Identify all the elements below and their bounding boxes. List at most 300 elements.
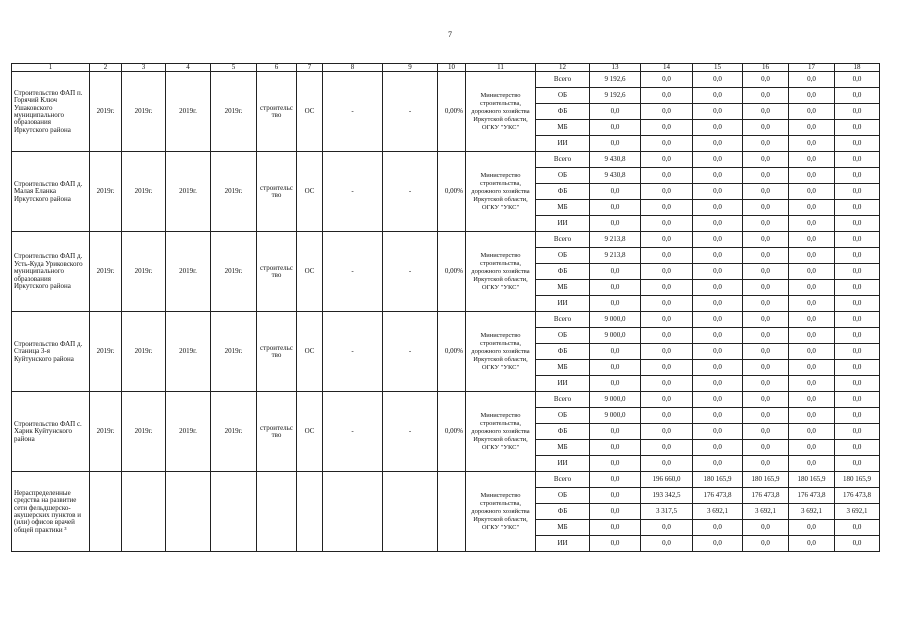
funding-value: 0,0 [789,440,835,456]
funding-value: 0,0 [693,440,743,456]
project-c4: 2019г. [166,232,211,312]
funding-value: 9 000,0 [590,392,641,408]
funding-source: ОБ [536,248,590,264]
funding-source: МБ [536,200,590,216]
funding-value: 0,0 [743,440,789,456]
table-row [12,152,880,168]
funding-value: 0,0 [743,168,789,184]
project-c4: 2019г. [166,392,211,472]
funding-value: 0,0 [743,520,789,536]
funding-value: 176 473,8 [789,488,835,504]
funding-value: 0,0 [641,360,693,376]
funding-source: МБ [536,360,590,376]
funding-value: 0,0 [590,536,641,552]
funding-value: 0,0 [641,408,693,424]
responsible-executor: Министерство строительства, дорожного хозяйства Иркутской области, ОГКУ "УКС" [466,392,536,472]
funding-value: 0,0 [789,88,835,104]
project-c8: - [323,72,383,152]
project-c3: 2019г. [122,392,166,472]
funding-value: 0,0 [590,264,641,280]
funding-source: Всего [536,232,590,248]
project-c9 [383,472,438,552]
column-number: 5 [211,64,257,72]
project-c3: 2019г. [122,312,166,392]
funding-source: МБ [536,520,590,536]
funding-value: 0,0 [693,104,743,120]
funding-value: 0,0 [590,184,641,200]
funding-source: МБ [536,440,590,456]
project-c6 [257,472,297,552]
funding-value: 0,0 [789,520,835,536]
funding-value: 0,0 [641,440,693,456]
funding-value: 176 473,8 [835,488,880,504]
column-number: 1 [12,64,90,72]
funding-value: 0,0 [590,456,641,472]
funding-value: 0,0 [641,312,693,328]
funding-value: 0,0 [641,152,693,168]
project-c10: 0,00% [438,152,466,232]
column-number: 10 [438,64,466,72]
funding-source: ФБ [536,504,590,520]
funding-value: 0,0 [743,232,789,248]
column-number: 7 [297,64,323,72]
funding-value: 0,0 [641,376,693,392]
project-c8 [323,472,383,552]
project-c3: 2019г. [122,232,166,312]
project-c2: 2019г. [90,232,122,312]
project-c4: 2019г. [166,72,211,152]
funding-value: 0,0 [835,456,880,472]
funding-value: 0,0 [641,392,693,408]
funding-value: 0,0 [835,120,880,136]
table-row [12,232,880,248]
funding-value: 0,0 [743,120,789,136]
funding-value: 0,0 [789,104,835,120]
funding-value: 0,0 [590,520,641,536]
funding-value: 0,0 [789,136,835,152]
column-number: 2 [90,64,122,72]
project-c10: 0,00% [438,312,466,392]
project-c6: строительс тво [257,312,297,392]
funding-value: 0,0 [641,184,693,200]
funding-value: 0,0 [743,88,789,104]
funding-value: 0,0 [743,248,789,264]
funding-value: 0,0 [693,520,743,536]
funding-value: 0,0 [835,232,880,248]
funding-value: 0,0 [743,536,789,552]
funding-value: 0,0 [641,536,693,552]
table-row [12,392,880,408]
funding-value: 0,0 [693,200,743,216]
funding-value: 0,0 [743,376,789,392]
funding-value: 0,0 [641,120,693,136]
funding-value: 0,0 [789,72,835,88]
funding-value: 0,0 [693,264,743,280]
funding-value: 0,0 [590,296,641,312]
funding-value: 0,0 [789,360,835,376]
funding-value: 0,0 [590,280,641,296]
column-number: 4 [166,64,211,72]
project-c6: строительс тво [257,232,297,312]
funding-value: 0,0 [835,184,880,200]
funding-value: 0,0 [835,296,880,312]
funding-value: 0,0 [641,216,693,232]
funding-value: 0,0 [743,136,789,152]
project-c9: - [383,72,438,152]
funding-value: 0,0 [835,216,880,232]
funding-value: 3 317,5 [641,504,693,520]
funding-value: 0,0 [743,424,789,440]
funding-value: 0,0 [641,456,693,472]
funding-value: 196 660,0 [641,472,693,488]
funding-source: ФБ [536,104,590,120]
funding-value: 9 192,6 [590,88,641,104]
project-c9: - [383,312,438,392]
project-name: Строительство ФАП д. Усть-Куда Уриковского муниципального образования Иркутского района [12,232,90,312]
funding-value: 0,0 [590,216,641,232]
project-c2: 2019г. [90,312,122,392]
funding-source: ИИ [536,456,590,472]
column-number: 9 [383,64,438,72]
funding-value: 0,0 [789,200,835,216]
funding-source: ОБ [536,328,590,344]
project-c7: ОС [297,72,323,152]
funding-value: 0,0 [693,72,743,88]
funding-value: 9 430,8 [590,168,641,184]
funding-value: 0,0 [693,184,743,200]
funding-value: 0,0 [693,424,743,440]
funding-value: 0,0 [743,280,789,296]
funding-value: 0,0 [743,72,789,88]
funding-value: 0,0 [789,216,835,232]
project-c8: - [323,152,383,232]
funding-value: 0,0 [641,296,693,312]
table-row [12,312,880,328]
project-c3: 2019г. [122,152,166,232]
funding-value: 0,0 [641,344,693,360]
funding-value: 0,0 [835,200,880,216]
funding-value: 0,0 [590,104,641,120]
funding-value: 0,0 [641,136,693,152]
funding-value: 3 692,1 [743,504,789,520]
funding-value: 0,0 [789,456,835,472]
project-c7: ОС [297,152,323,232]
funding-value: 3 692,1 [693,504,743,520]
project-c5: 2019г. [211,72,257,152]
funding-value: 0,0 [789,424,835,440]
funding-value: 0,0 [590,344,641,360]
funding-value: 0,0 [590,504,641,520]
funding-value: 0,0 [789,280,835,296]
funding-value: 0,0 [641,248,693,264]
funding-value: 176 473,8 [743,488,789,504]
project-c5: 2019г. [211,312,257,392]
funding-value: 0,0 [693,328,743,344]
funding-value: 0,0 [693,232,743,248]
funding-value: 0,0 [835,536,880,552]
funding-value: 0,0 [789,392,835,408]
funding-value: 0,0 [835,312,880,328]
project-c10: 0,00% [438,232,466,312]
funding-value: 0,0 [743,296,789,312]
funding-value: 0,0 [835,136,880,152]
project-c9: - [383,232,438,312]
funding-value: 0,0 [835,328,880,344]
funding-value: 0,0 [590,472,641,488]
project-c7: ОС [297,232,323,312]
funding-value: 0,0 [835,168,880,184]
funding-value: 9 000,0 [590,328,641,344]
funding-value: 0,0 [693,376,743,392]
project-c10: 0,00% [438,72,466,152]
funding-source: ФБ [536,344,590,360]
project-c8: - [323,312,383,392]
funding-value: 0,0 [835,392,880,408]
project-name: Строительство ФАП д. Малая Еланка Иркутского района [12,152,90,232]
project-c10: 0,00% [438,392,466,472]
funding-value: 0,0 [789,344,835,360]
column-number: 6 [257,64,297,72]
project-c2: 2019г. [90,72,122,152]
funding-value: 0,0 [789,232,835,248]
funding-source: ИИ [536,216,590,232]
funding-value: 0,0 [789,312,835,328]
funding-value: 0,0 [693,312,743,328]
project-name: Нераспределенные средства на развитие сети фельдшерско-акушерских пунктов и (или) офисов врачей общей практики ³ [12,472,90,552]
funding-value: 0,0 [743,312,789,328]
funding-value: 0,0 [835,88,880,104]
project-c5: 2019г. [211,392,257,472]
investment-program-table [11,63,880,552]
funding-value: 0,0 [641,232,693,248]
project-c6: строительс тво [257,72,297,152]
funding-value: 0,0 [590,376,641,392]
funding-value: 0,0 [693,392,743,408]
project-c8: - [323,232,383,312]
funding-value: 0,0 [789,152,835,168]
funding-value: 0,0 [590,360,641,376]
responsible-executor: Министерство строительства, дорожного хозяйства Иркутской области, ОГКУ "УКС" [466,312,536,392]
funding-value: 0,0 [835,104,880,120]
project-c5 [211,472,257,552]
column-number: 16 [743,64,789,72]
funding-value: 0,0 [743,328,789,344]
project-c4: 2019г. [166,152,211,232]
funding-value: 0,0 [743,392,789,408]
funding-source: Всего [536,472,590,488]
funding-value: 0,0 [789,376,835,392]
funding-value: 0,0 [835,360,880,376]
funding-value: 0,0 [693,216,743,232]
project-c2: 2019г. [90,392,122,472]
column-number: 18 [835,64,880,72]
funding-value: 9 213,8 [590,248,641,264]
funding-value: 0,0 [693,280,743,296]
funding-value: 0,0 [693,536,743,552]
project-c3 [122,472,166,552]
column-number: 12 [536,64,590,72]
funding-value: 0,0 [641,168,693,184]
funding-value: 9 000,0 [590,312,641,328]
funding-value: 0,0 [743,360,789,376]
funding-value: 0,0 [743,344,789,360]
funding-value: 0,0 [693,88,743,104]
funding-source: Всего [536,72,590,88]
funding-value: 0,0 [743,456,789,472]
funding-value: 0,0 [641,520,693,536]
table-row [12,72,880,88]
funding-value: 0,0 [693,136,743,152]
project-name: Строительство ФАП д. Станица 3-я Куйтунского района [12,312,90,392]
column-number: 17 [789,64,835,72]
project-c8: - [323,392,383,472]
funding-source: ИИ [536,136,590,152]
project-c7: ОС [297,312,323,392]
project-c7: ОС [297,392,323,472]
funding-source: ФБ [536,184,590,200]
funding-value: 0,0 [743,408,789,424]
funding-value: 0,0 [590,120,641,136]
funding-value: 0,0 [693,360,743,376]
funding-value: 9 213,8 [590,232,641,248]
funding-source: ОБ [536,88,590,104]
column-number: 15 [693,64,743,72]
funding-value: 0,0 [789,168,835,184]
funding-source: ИИ [536,376,590,392]
funding-source: Всего [536,152,590,168]
funding-value: 0,0 [743,264,789,280]
funding-value: 0,0 [693,408,743,424]
funding-value: 0,0 [590,440,641,456]
page-number: 7 [448,30,452,39]
funding-value: 0,0 [835,344,880,360]
funding-value: 0,0 [835,376,880,392]
funding-value: 0,0 [789,248,835,264]
funding-value: 0,0 [693,120,743,136]
funding-value: 0,0 [641,280,693,296]
funding-value: 0,0 [789,296,835,312]
funding-value: 0,0 [789,408,835,424]
funding-value: 0,0 [835,520,880,536]
funding-source: ОБ [536,168,590,184]
column-number: 14 [641,64,693,72]
funding-value: 9 000,0 [590,408,641,424]
funding-source: ФБ [536,424,590,440]
funding-value: 3 692,1 [835,504,880,520]
funding-value: 0,0 [641,264,693,280]
responsible-executor: Министерство строительства, дорожного хозяйства Иркутской области, ОГКУ "УКС" [466,472,536,552]
funding-value: 0,0 [693,168,743,184]
funding-value: 0,0 [590,424,641,440]
column-number: 8 [323,64,383,72]
funding-value: 0,0 [835,408,880,424]
funding-value: 180 165,9 [693,472,743,488]
funding-source: МБ [536,280,590,296]
funding-source: Всего [536,312,590,328]
funding-source: Всего [536,392,590,408]
funding-value: 0,0 [693,152,743,168]
funding-source: ОБ [536,408,590,424]
funding-value: 0,0 [590,488,641,504]
table-row [12,472,880,488]
project-name: Строительство ФАП с. Харик Куйтунского района [12,392,90,472]
funding-value: 176 473,8 [693,488,743,504]
project-c10 [438,472,466,552]
funding-value: 193 342,5 [641,488,693,504]
funding-value: 0,0 [743,152,789,168]
funding-value: 0,0 [835,264,880,280]
funding-value: 0,0 [835,248,880,264]
funding-value: 180 165,9 [789,472,835,488]
project-c4: 2019г. [166,312,211,392]
funding-value: 0,0 [693,248,743,264]
funding-value: 0,0 [693,456,743,472]
project-c7 [297,472,323,552]
funding-value: 9 430,8 [590,152,641,168]
funding-value: 0,0 [835,152,880,168]
funding-value: 0,0 [641,328,693,344]
project-c4 [166,472,211,552]
column-number: 13 [590,64,641,72]
project-c9: - [383,392,438,472]
project-c6: строительс тво [257,392,297,472]
funding-value: 0,0 [693,344,743,360]
funding-value: 0,0 [789,120,835,136]
funding-value: 180 165,9 [743,472,789,488]
funding-value: 0,0 [743,104,789,120]
column-number: 11 [466,64,536,72]
funding-source: ИИ [536,536,590,552]
funding-value: 0,0 [590,200,641,216]
project-name: Строительство ФАП п. Горячий Ключ Ушаковского муниципального образования Иркутского района [12,72,90,152]
responsible-executor: Министерство строительства, дорожного хозяйства Иркутской области, ОГКУ "УКС" [466,72,536,152]
funding-value: 0,0 [693,296,743,312]
funding-value: 0,0 [641,104,693,120]
funding-value: 0,0 [641,72,693,88]
column-number-row [12,64,880,72]
funding-value: 0,0 [789,328,835,344]
funding-value: 0,0 [641,424,693,440]
funding-value: 0,0 [835,440,880,456]
project-c5: 2019г. [211,232,257,312]
funding-value: 0,0 [789,536,835,552]
project-c9: - [383,152,438,232]
funding-value: 0,0 [641,200,693,216]
responsible-executor: Министерство строительства, дорожного хозяйства Иркутской области, ОГКУ "УКС" [466,152,536,232]
project-c5: 2019г. [211,152,257,232]
funding-value: 0,0 [835,72,880,88]
funding-value: 0,0 [789,264,835,280]
project-c3: 2019г. [122,72,166,152]
project-c2 [90,472,122,552]
funding-value: 180 165,9 [835,472,880,488]
funding-source: ФБ [536,264,590,280]
project-c2: 2019г. [90,152,122,232]
funding-value: 0,0 [590,136,641,152]
responsible-executor: Министерство строительства, дорожного хозяйства Иркутской области, ОГКУ "УКС" [466,232,536,312]
funding-value: 0,0 [743,200,789,216]
funding-value: 9 192,6 [590,72,641,88]
funding-value: 0,0 [743,216,789,232]
funding-value: 0,0 [641,88,693,104]
funding-value: 0,0 [743,184,789,200]
funding-source: ИИ [536,296,590,312]
funding-source: ОБ [536,488,590,504]
funding-source: МБ [536,120,590,136]
funding-value: 0,0 [835,424,880,440]
column-number: 3 [122,64,166,72]
funding-value: 0,0 [835,280,880,296]
